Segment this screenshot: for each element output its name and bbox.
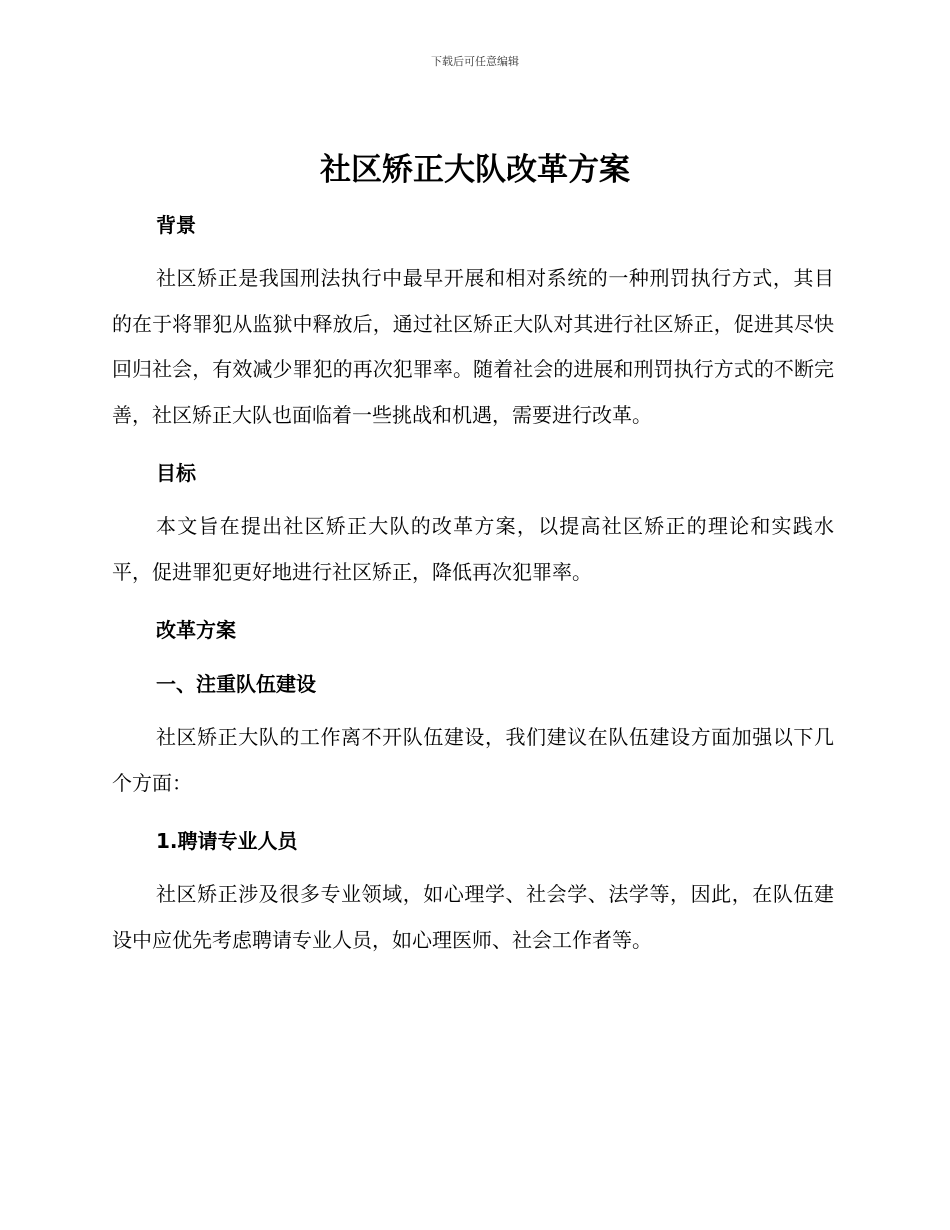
- paragraph-team-building: 社区矫正大队的工作离不开队伍建设，我们建议在队伍建设方面加强以下几个方面：: [112, 725, 834, 795]
- spacer: [112, 496, 834, 504]
- item-heading-hire-professionals: 1.聘请专业人员: [156, 829, 298, 853]
- section-heading-background: 背景: [156, 213, 196, 237]
- document-body: [112, 202, 834, 963]
- subsection-heading-team-building: 一、注重队伍建设: [156, 672, 316, 696]
- section-heading-plan: 改革方案: [156, 618, 236, 642]
- spacer: [112, 438, 834, 450]
- document-title: 社区矫正大队改革方案: [320, 152, 630, 188]
- spacer: [112, 248, 834, 256]
- spacer: [112, 806, 834, 818]
- spacer: [112, 595, 834, 607]
- spacer: [112, 864, 834, 872]
- header-note: 下载后可任意编辑: [431, 55, 519, 68]
- spacer: [112, 653, 834, 661]
- paragraph-hire-professionals: 社区矫正涉及很多专业领域，如心理学、社会学、法学等，因此，在队伍建设中应优先考虑聘请专业人员，如心理医师、社会工作者等。: [112, 882, 834, 952]
- section-heading-goal: 目标: [156, 461, 196, 485]
- paragraph-goal: 本文旨在提出社区矫正大队的改革方案，以提高社区矫正的理论和实践水平，促进罪犯更好地进行社区矫正，降低再次犯罪率。: [112, 514, 834, 584]
- spacer: [112, 707, 834, 715]
- paragraph-background: 社区矫正是我国刑法执行中最早开展和相对系统的一种刑罚执行方式，其目的在于将罪犯从监狱中释放后，通过社区矫正大队对其进行社区矫正，促进其尽快回归社会，有效减少罪犯的再次犯罪率。随着社会的进展和刑罚执行方式的不断完善，社区矫正大队也面临着一些挑战和机遇，需要进行改革。: [112, 266, 834, 427]
